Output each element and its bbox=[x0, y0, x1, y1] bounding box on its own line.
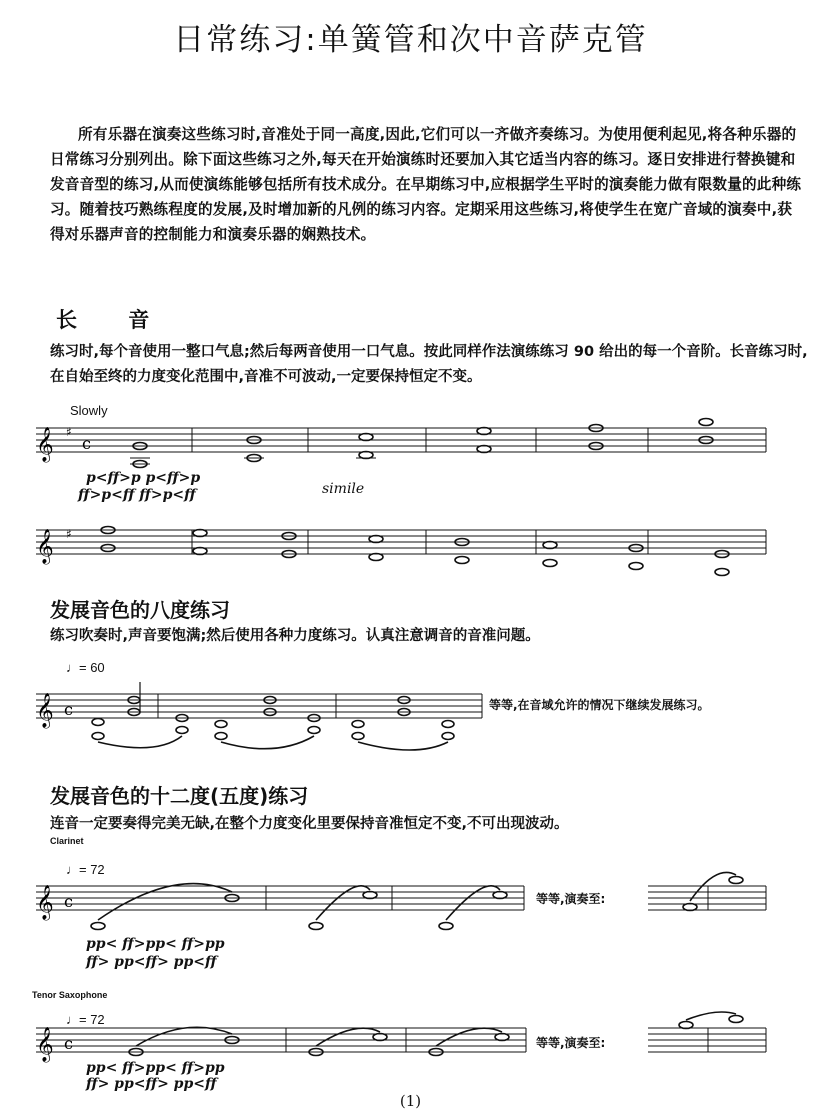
svg-text:♯: ♯ bbox=[66, 425, 72, 439]
page-number: (1) bbox=[399, 1092, 422, 1110]
tempo-72-sax: ♩= 72 bbox=[66, 1012, 105, 1027]
svg-text:c: c bbox=[82, 434, 91, 453]
octaves-heading: 发展音色的八度练习 bbox=[50, 598, 230, 622]
octaves-note: 等等,在音域允许的情况下继续发展练习。 bbox=[489, 698, 710, 712]
twelfths-heading: 发展音色的十二度(五度)练习 bbox=[50, 784, 309, 808]
dynamics-line-1: p<ff>p p<ff>p bbox=[86, 470, 201, 486]
tempo-60: ♩= 60 bbox=[66, 660, 105, 675]
svg-text:𝄞: 𝄞 bbox=[36, 427, 54, 462]
clarinet-dynamics-2: ff> pp<ff> pp<ff bbox=[86, 954, 217, 970]
svg-text:𝄞: 𝄞 bbox=[36, 693, 54, 728]
sax-dynamics-2: ff> pp<ff> pp<ff bbox=[86, 1076, 217, 1092]
clarinet-dynamics-1: pp< ff>pp< ff>pp bbox=[86, 936, 225, 952]
clarinet-note: 等等,演奏至: bbox=[536, 892, 606, 906]
tempo-72-clarinet: ♩= 72 bbox=[66, 862, 105, 877]
long-tones-heading: 长 音 bbox=[56, 308, 172, 332]
svg-text:𝄞: 𝄞 bbox=[36, 529, 54, 564]
page-title: 日常练习:单簧管和次中音萨克管 bbox=[173, 22, 648, 58]
dynamics-line-2: ff>p<ff ff>p<ff bbox=[78, 487, 196, 503]
svg-text:𝄞: 𝄞 bbox=[36, 1027, 54, 1062]
music-staff-clarinet bbox=[36, 870, 776, 940]
svg-text:c: c bbox=[64, 1034, 73, 1053]
music-staff-octaves bbox=[36, 672, 486, 752]
tenor-sax-label: Tenor Saxophone bbox=[32, 990, 108, 1000]
octaves-text: 练习吹奏时,声音要饱满;然后使用各种力度练习。认真注意调音的音准问题。 bbox=[50, 628, 540, 644]
sax-note: 等等,演奏至: bbox=[536, 1036, 606, 1050]
music-staff-long-tones-2 bbox=[36, 528, 776, 588]
svg-text:c: c bbox=[64, 700, 73, 719]
tempo-slowly: Slowly bbox=[70, 403, 108, 418]
svg-text:c: c bbox=[64, 892, 73, 911]
clarinet-label: Clarinet bbox=[50, 836, 84, 846]
simile-label: simile bbox=[322, 481, 365, 497]
svg-text:♯: ♯ bbox=[66, 527, 72, 541]
sax-dynamics-1: pp< ff>pp< ff>pp bbox=[86, 1060, 225, 1076]
intro-paragraph: 所有乐器在演奏这些练习时,音准处于同一高度,因此,它们可以一齐做齐奏练习。为使用便利起见,将各种乐器的日常练习分别列出。除下面这些练习之外,每天在开始演练时还要加入其它适当内容的练习。逐日安排进行替换键和发音音型的练习,从而使演练能够包括所有技术成分。在早期练习中,应根据学生平时的演奏能力做有限数量的此种练习。随着技巧熟练程度的发展,及时增加新的凡例的练习内容。定期采用这些练习,将使学生在宽广音域的演奏中,获得对乐器声音的控制能力和演奏乐器的娴熟技术。 bbox=[50, 126, 802, 243]
twelfths-text: 连音一定要奏得完美无缺,在整个力度变化里要保持音准恒定不变,不可出现波动。 bbox=[50, 816, 569, 832]
svg-text:𝄞: 𝄞 bbox=[36, 885, 54, 920]
long-tones-text: 练习时,每个音使用一整口气息;然后每两音使用一口气息。按此同样作法演练练习 90 给出的每一个音阶。长音练习时,在自始至终的力度变化范围中,音准不可波动,一定要保持恒定不变。 bbox=[50, 344, 808, 385]
